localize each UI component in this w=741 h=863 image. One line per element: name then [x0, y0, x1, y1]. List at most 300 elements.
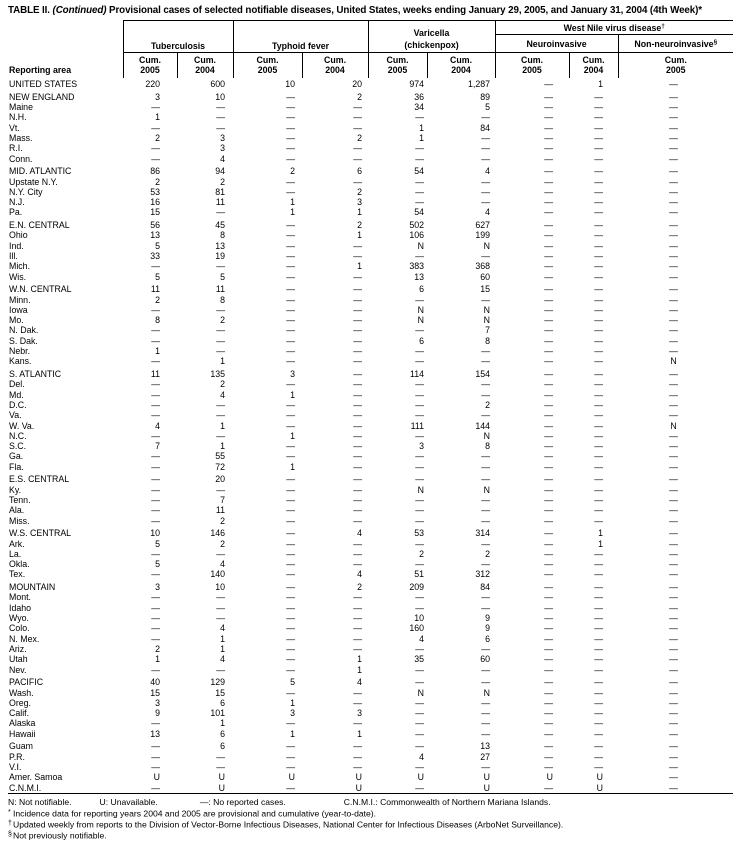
value-cell: — — [594, 708, 604, 719]
value-cell: — — [669, 687, 678, 698]
value-cell: — — [353, 718, 363, 729]
table-row — [8, 603, 733, 613]
value-cell: — — [544, 515, 554, 526]
value-cell: — — [151, 410, 160, 421]
value-cell: 19 — [215, 251, 226, 262]
table-row — [8, 613, 733, 623]
value-cell: 11 — [215, 284, 226, 295]
value-cell: — — [669, 284, 678, 295]
value-cell: 4 — [419, 751, 425, 762]
value-cell: — — [481, 176, 491, 187]
reporting-area-cell: N.C. — [9, 430, 27, 441]
value-cell: — — [481, 153, 491, 164]
value-cell: 160 — [409, 623, 425, 634]
value-cell: — — [286, 112, 296, 123]
value-cell: 4 — [220, 153, 226, 164]
value-cell: — — [353, 461, 363, 472]
value-cell: — — [481, 677, 491, 688]
value-cell: N — [483, 304, 491, 315]
value-cell: 1 — [220, 633, 226, 644]
value-cell: — — [151, 741, 160, 752]
reporting-area-cell: Ga. — [9, 451, 24, 462]
reporting-area-cell: N. Mex. — [9, 633, 40, 644]
value-cell: — — [544, 420, 554, 431]
value-cell: 2 — [357, 582, 363, 593]
value-cell: — — [151, 592, 160, 603]
reporting-area-cell: Va. — [9, 410, 22, 421]
value-cell: — — [669, 613, 678, 624]
value-cell: 5 — [290, 677, 296, 688]
reporting-area-cell: Wyo. — [9, 613, 29, 624]
value-cell: 1 — [155, 112, 160, 123]
value-cell: — — [594, 664, 604, 675]
value-cell: — — [544, 592, 554, 603]
value-cell: — — [594, 613, 604, 624]
value-cell: 2 — [357, 132, 363, 143]
reporting-area-cell: S.C. — [9, 441, 27, 452]
value-cell: N — [417, 315, 425, 326]
table-row — [8, 569, 733, 579]
reporting-area-cell: Mo. — [9, 315, 24, 326]
value-cell: — — [216, 112, 226, 123]
value-cell: — — [286, 505, 296, 516]
value-cell: — — [216, 122, 226, 133]
value-cell: — — [353, 304, 363, 315]
value-cell: — — [544, 728, 554, 739]
value-cell: — — [544, 176, 554, 187]
col-header: Cum. 2004 — [177, 52, 233, 78]
value-cell: — — [353, 538, 363, 549]
value-cell: 55 — [215, 451, 226, 462]
value-cell: 13 — [480, 741, 491, 752]
value-cell: 5 — [155, 538, 160, 549]
value-cell: 4 — [357, 677, 363, 688]
legend-item: U: Unavailable. — [99, 796, 158, 807]
value-cell: — — [151, 399, 160, 410]
value-cell: — — [415, 505, 425, 516]
value-cell: 10 — [150, 528, 160, 539]
table-row — [8, 356, 733, 366]
value-cell: 1 — [598, 79, 604, 90]
value-cell: — — [481, 538, 491, 549]
value-cell: U — [546, 772, 554, 783]
value-cell: — — [544, 495, 554, 506]
table-row — [8, 89, 733, 102]
value-cell: U — [483, 782, 491, 793]
value-cell: — — [594, 143, 604, 154]
value-cell: — — [669, 153, 678, 164]
table-row — [8, 752, 733, 762]
value-cell: — — [594, 166, 604, 177]
table-row — [8, 580, 733, 593]
legend-item: —: No reported cases. — [199, 796, 286, 807]
value-cell: 2 — [485, 548, 491, 559]
value-cell: — — [544, 430, 554, 441]
value-cell: — — [151, 484, 160, 495]
table-section — [8, 526, 733, 580]
value-cell: — — [669, 548, 678, 559]
value-cell: — — [151, 782, 160, 793]
value-cell: 1 — [220, 356, 226, 367]
value-cell: 3 — [419, 441, 425, 452]
table-section — [8, 164, 733, 218]
reporting-area-cell: Fla. — [9, 461, 24, 472]
table-row — [8, 207, 733, 217]
value-cell: — — [353, 643, 363, 654]
value-cell: — — [353, 751, 363, 762]
value-cell: — — [544, 451, 554, 462]
value-cell: — — [151, 143, 160, 154]
value-cell: — — [544, 643, 554, 654]
value-cell: — — [216, 325, 226, 336]
value-cell: 2 — [485, 399, 491, 410]
value-cell: 15 — [480, 284, 491, 295]
value-cell: — — [544, 399, 554, 410]
value-cell: — — [481, 451, 491, 462]
value-cell: — — [594, 569, 604, 580]
value-cell: — — [544, 559, 554, 570]
table-title-continued: (Continued) — [52, 5, 107, 16]
value-cell: — — [669, 451, 678, 462]
west-nile-group-header — [495, 20, 733, 34]
value-cell: — — [594, 505, 604, 516]
value-cell: — — [669, 176, 678, 187]
reporting-area-cell: W.N. CENTRAL — [9, 284, 72, 295]
reporting-area-cell: Hawaii — [9, 728, 36, 739]
value-cell: — — [544, 762, 554, 772]
value-cell: — — [353, 592, 363, 603]
value-cell: — — [286, 240, 296, 251]
value-cell: — — [286, 751, 296, 762]
value-cell: — — [594, 741, 604, 752]
reporting-area-cell: Ohio — [9, 230, 28, 241]
value-cell: — — [216, 335, 226, 346]
reporting-area-cell: Del. — [9, 379, 25, 390]
value-cell: 2 — [155, 132, 160, 143]
reporting-area-cell: Okla. — [9, 559, 30, 570]
value-cell: 4 — [485, 166, 491, 177]
value-cell: — — [669, 389, 678, 400]
value-cell: — — [286, 102, 296, 113]
value-cell: — — [594, 559, 604, 570]
footnote-text: Updated weekly from reports to the Division of Vector-Borne Infectious Diseases, National Center for Infectious Diseases (ArboNet Surveillance). — [13, 819, 564, 830]
value-cell: — — [544, 741, 554, 752]
value-cell: — — [286, 782, 296, 793]
value-cell: 627 — [475, 220, 491, 231]
col-header: Cum. 2004 — [302, 52, 368, 78]
value-cell: 1 — [155, 346, 160, 357]
value-cell: — — [353, 102, 363, 113]
value-cell: — — [151, 664, 160, 675]
col-header: Cum. 2005 — [233, 52, 302, 78]
reporting-area-cell: Ky. — [9, 484, 22, 495]
value-cell: 1 — [357, 261, 363, 272]
table-row — [8, 261, 733, 271]
value-cell: N — [670, 356, 677, 367]
value-cell: — — [544, 197, 554, 208]
table-row — [8, 539, 733, 549]
value-cell: — — [669, 528, 678, 539]
value-cell: — — [353, 441, 363, 452]
value-cell: — — [151, 325, 160, 336]
value-cell: — — [353, 687, 363, 698]
value-cell: — — [594, 515, 604, 526]
table-title — [8, 5, 730, 17]
table-row — [8, 241, 733, 251]
table-row — [8, 688, 733, 698]
table-row — [8, 698, 733, 708]
value-cell: — — [481, 708, 491, 719]
table-row — [8, 367, 733, 380]
value-cell: 6 — [357, 166, 363, 177]
value-cell: — — [415, 153, 425, 164]
value-cell: 3 — [220, 132, 226, 143]
value-cell: — — [669, 91, 678, 102]
value-cell: — — [594, 271, 604, 282]
reporting-area-cell: Ill. — [9, 251, 18, 262]
value-cell: — — [669, 728, 678, 739]
value-cell: — — [286, 654, 296, 665]
value-cell: 15 — [150, 687, 160, 698]
value-cell: — — [544, 389, 554, 400]
value-cell: — — [544, 569, 554, 580]
value-cell: — — [286, 495, 296, 506]
value-cell: 5 — [155, 240, 160, 251]
value-cell: — — [353, 762, 363, 772]
value-cell: 4 — [155, 420, 160, 431]
non-neuroinvasive-header — [618, 34, 733, 52]
value-cell: — — [286, 379, 296, 390]
reporting-area-cell: Iowa — [9, 304, 28, 315]
value-cell: 72 — [215, 461, 226, 472]
value-cell: — — [669, 102, 678, 113]
value-cell: — — [594, 697, 604, 708]
value-cell: — — [669, 261, 678, 272]
table-row — [8, 295, 733, 305]
value-cell: U — [483, 772, 491, 783]
table-section — [8, 675, 733, 739]
value-cell: — — [594, 420, 604, 431]
reporting-area-cell: C.N.M.I. — [9, 782, 42, 793]
value-cell: U — [355, 782, 363, 793]
reporting-area-cell: Idaho — [9, 602, 32, 613]
value-cell: — — [544, 220, 554, 231]
table-header — [8, 20, 733, 78]
value-cell: 84 — [480, 122, 491, 133]
value-cell: — — [594, 197, 604, 208]
value-cell: 2 — [155, 176, 160, 187]
value-cell: 10 — [414, 613, 425, 624]
value-cell: — — [286, 592, 296, 603]
value-cell: 146 — [210, 528, 226, 539]
value-cell: — — [544, 528, 554, 539]
value-cell: — — [544, 294, 554, 305]
value-cell: — — [669, 410, 678, 421]
value-cell: 13 — [414, 271, 425, 282]
value-cell: — — [544, 664, 554, 675]
value-cell: — — [481, 143, 491, 154]
table-row — [8, 154, 733, 164]
value-cell: 1 — [220, 643, 226, 654]
reporting-area-cell: Maine — [9, 102, 33, 113]
value-cell: — — [415, 143, 425, 154]
value-cell: — — [669, 271, 678, 282]
reporting-area-cell: Upstate N.Y. — [9, 176, 58, 187]
value-cell: — — [151, 430, 160, 441]
value-cell: — — [415, 664, 425, 675]
footnote — [8, 808, 733, 819]
value-cell: 383 — [409, 261, 425, 272]
value-cell: — — [544, 623, 554, 634]
value-cell: U — [596, 772, 604, 783]
value-cell: — — [353, 399, 363, 410]
value-cell: — — [151, 515, 160, 526]
value-cell: — — [151, 548, 160, 559]
value-cell: 51 — [414, 569, 425, 580]
value-cell: — — [669, 643, 678, 654]
value-cell: — — [353, 697, 363, 708]
table-row — [8, 441, 733, 451]
footnote-symbol: * — [8, 808, 11, 816]
reporting-area-cell: W. Va. — [9, 420, 35, 431]
value-cell: — — [353, 294, 363, 305]
value-cell: 6 — [220, 741, 226, 752]
value-cell: — — [481, 643, 491, 654]
value-cell: 154 — [475, 369, 491, 380]
reporting-area-cell: UNITED STATES — [9, 79, 78, 90]
value-cell: — — [353, 410, 363, 421]
reporting-area-cell: S. Dak. — [9, 335, 38, 346]
col-header: Cum. 2005 — [123, 52, 177, 78]
value-cell: 2 — [357, 220, 363, 231]
value-cell: — — [594, 592, 604, 603]
reporting-area-cell: Kans. — [9, 356, 32, 367]
value-cell: 502 — [409, 220, 425, 231]
table-row — [8, 272, 733, 282]
value-cell: — — [286, 122, 296, 133]
value-cell: — — [544, 335, 554, 346]
reporting-area-cell: PACIFIC — [9, 677, 44, 688]
table-row — [8, 379, 733, 389]
value-cell: — — [669, 664, 678, 675]
table-row — [8, 112, 733, 122]
value-cell: — — [669, 346, 678, 357]
value-cell: 6 — [485, 633, 491, 644]
value-cell: — — [286, 325, 296, 336]
value-cell: — — [415, 677, 425, 688]
value-cell: 3 — [357, 197, 363, 208]
neuroinvasive-header: Neuroinvasive — [495, 34, 618, 52]
value-cell: — — [544, 582, 554, 593]
table-row — [8, 729, 733, 739]
value-cell: — — [353, 112, 363, 123]
footnote — [8, 830, 733, 841]
value-cell: — — [286, 474, 296, 485]
value-cell: — — [353, 284, 363, 295]
table-row — [8, 472, 733, 485]
reporting-area-cell: W.S. CENTRAL — [9, 528, 72, 539]
value-cell: — — [481, 602, 491, 613]
value-cell: — — [544, 325, 554, 336]
value-cell: — — [669, 207, 678, 218]
value-cell: — — [544, 261, 554, 272]
reporting-area-cell: Conn. — [9, 153, 33, 164]
value-cell: — — [415, 251, 425, 262]
value-cell: 1 — [220, 718, 226, 729]
value-cell: 1 — [357, 728, 363, 739]
value-cell: N — [483, 687, 491, 698]
value-cell: — — [353, 602, 363, 613]
value-cell: 10 — [215, 582, 226, 593]
col-header: Cum. 2004 — [569, 52, 618, 78]
value-cell: U — [218, 782, 226, 793]
value-cell: 1 — [419, 122, 425, 133]
value-cell: — — [481, 356, 491, 367]
table-row — [8, 431, 733, 441]
value-cell: — — [594, 654, 604, 665]
table-row — [8, 421, 733, 431]
value-cell: — — [353, 379, 363, 390]
value-cell: 53 — [414, 528, 425, 539]
value-cell: — — [151, 379, 160, 390]
value-cell: — — [353, 176, 363, 187]
value-cell: — — [353, 741, 363, 752]
value-cell: 220 — [145, 79, 160, 90]
value-cell: — — [353, 251, 363, 262]
value-cell: 3 — [155, 697, 160, 708]
value-cell: U — [355, 772, 363, 783]
value-cell: 1 — [357, 664, 363, 675]
value-cell: — — [544, 346, 554, 357]
value-cell: — — [594, 122, 604, 133]
table-section — [8, 282, 733, 367]
value-cell: 3 — [290, 708, 296, 719]
value-cell: 34 — [414, 102, 425, 113]
reporting-area-cell: Minn. — [9, 294, 31, 305]
value-cell: — — [669, 772, 678, 783]
value-cell: 1 — [290, 461, 296, 472]
table-row — [8, 526, 733, 539]
value-cell: — — [286, 410, 296, 421]
value-cell: 10 — [215, 91, 226, 102]
value-cell: 106 — [409, 230, 425, 241]
value-cell: — — [353, 315, 363, 326]
table-section — [8, 218, 733, 282]
value-cell: — — [481, 697, 491, 708]
value-cell: — — [151, 633, 160, 644]
value-cell: — — [669, 697, 678, 708]
value-cell: — — [216, 304, 226, 315]
value-cell: — — [669, 186, 678, 197]
value-cell: — — [415, 176, 425, 187]
value-cell: — — [544, 548, 554, 559]
value-cell: U — [153, 772, 160, 783]
table-row — [8, 123, 733, 133]
value-cell: — — [353, 559, 363, 570]
value-cell: — — [415, 762, 425, 772]
table-row — [8, 143, 733, 153]
value-cell: 6 — [220, 697, 226, 708]
value-cell: — — [216, 613, 226, 624]
tuberculosis-group-header: Tuberculosis — [123, 20, 233, 52]
value-cell: — — [216, 346, 226, 357]
value-cell: — — [544, 91, 554, 102]
value-cell: 13 — [150, 728, 160, 739]
value-cell: 9 — [155, 708, 160, 719]
value-cell: — — [415, 782, 425, 793]
value-cell: — — [544, 633, 554, 644]
value-cell: — — [481, 410, 491, 421]
